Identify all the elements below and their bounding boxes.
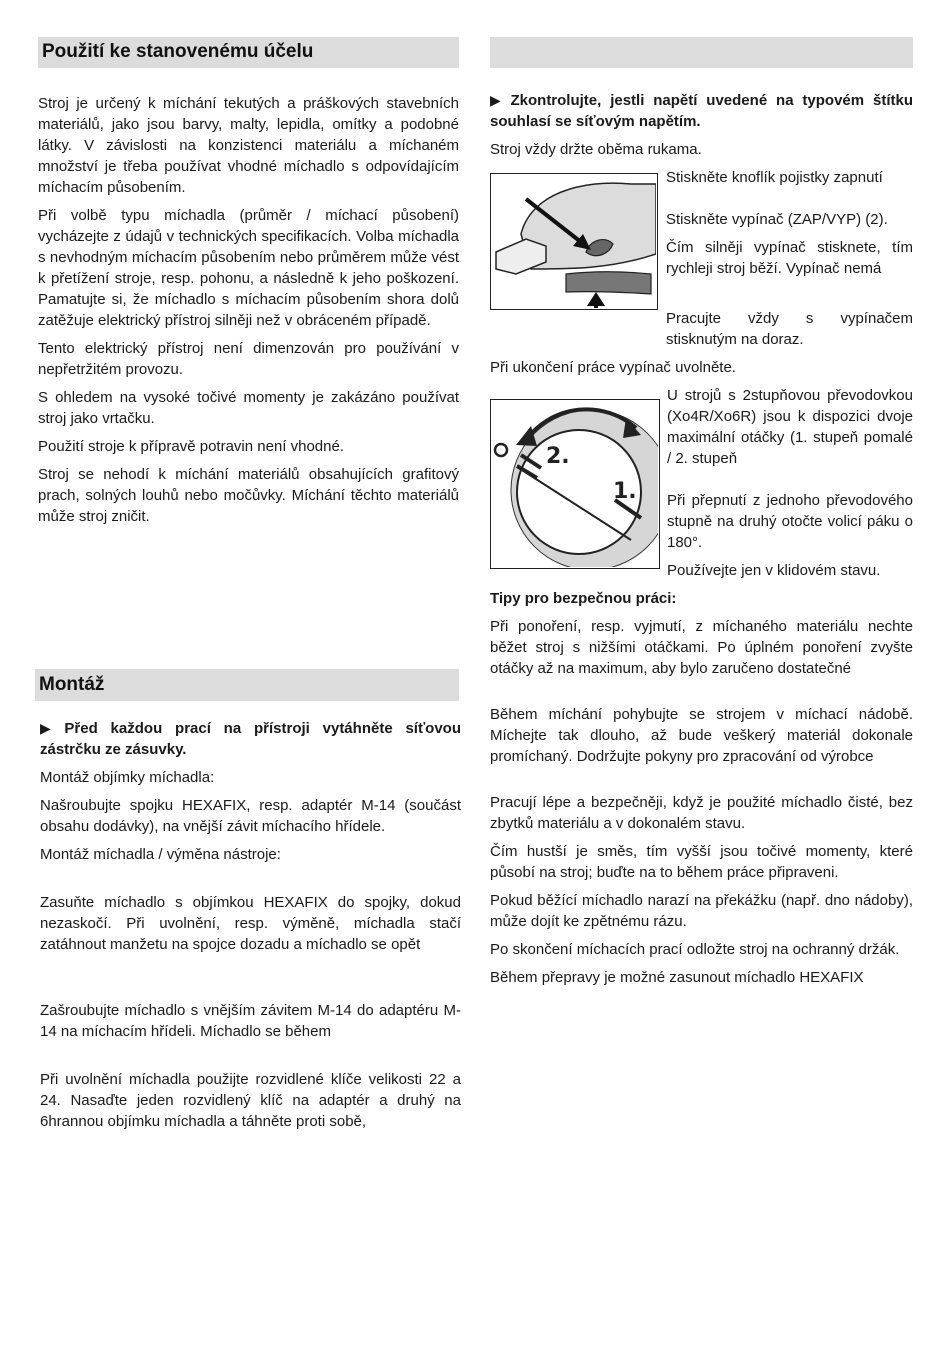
paragraph: Stroj je určený k míchání tekutých a práškových stavebních materiálů, jako jsou barvy, malty, lepidla, omítky a podobné látky. V závislosti na konzistenci materiálu a míchaném množství je třeba používat vhodné míchadlo s odpovídajícím míchacím působením.: [38, 95, 459, 196]
paragraph: Stiskněte vypínač (ZAP/VYP) (2).: [666, 211, 888, 228]
switch-illustration: [490, 173, 658, 310]
section-heading-blank: [490, 37, 913, 68]
gear-2-label: 2.: [546, 444, 570, 469]
section-heading-intended-use: Použití ke stanovenému účelu: [38, 37, 459, 68]
paragraph: Pokud běžící míchadlo narazí na překážku (např. dno nádoby), může dojít ke zpětnému rázu.: [490, 892, 913, 930]
paragraph: Při volbě typu míchadla (průměr / míchací působení) vycházejte z údajů v technických specifikacích. Volba míchadla s nevhodným míchacím působením nebo průměrem může vést k přetížení stroje, resp. pohonu, a následně k jeho poškození. Pamatujte si, že míchadlo s míchacím působením shora dolů zatěžuje elektrický přístroj silněji než v obráceném případě.: [38, 207, 459, 329]
paragraph: Čím hustší je směs, tím vyšší jsou točivé momenty, které působí na stroj; buďte na to během práce připraveni.: [490, 843, 913, 881]
paragraph: Stiskněte knoflík pojistky zapnutí: [666, 169, 883, 186]
paragraph: Při ukončení práce vypínač uvolněte.: [490, 359, 736, 376]
trigger-switch-icon: [491, 174, 656, 308]
tips-heading: Tipy pro bezpečnou práci:: [490, 590, 677, 607]
paragraph: Stroj se nehodí k míchání materiálů obsahujících grafitový prach, solných louhů nebo močůvky. Míchání těchto materiálů může stroj zničit.: [38, 466, 459, 525]
paragraph: Použití stroje k přípravě potravin není vhodné.: [38, 438, 345, 455]
paragraph: Čím silněji vypínač stisknete, tím rychleji stroj běží. Vypínač nemá: [666, 239, 913, 277]
warning-note: ▶ Před každou prací na přístroji vytáhněte síťovou zástrčku ze zásuvky.: [40, 720, 461, 758]
paragraph: Našroubujte spojku HEXAFIX, resp. adaptér M-14 (součást obsahu dodávky), na vnější závit míchacího hřídele.: [40, 797, 461, 835]
assembly-section: [35, 669, 459, 1139]
section-heading-assembly: Montáž: [35, 669, 459, 701]
paragraph: Při ponoření, resp. vyjmutí, z míchaného materiálu nechte běžet stroj s nižšími otáčkami. Po úplném ponoření zvyšte otáčky až na maximum, aby bylo zaručeno dostatečné: [490, 618, 913, 677]
gear-selector-illustration: [490, 399, 660, 569]
warning-note: ▶ Zkontrolujte, jestli napětí uvedené na typovém štítku souhlasí se síťovým napětím.: [490, 92, 913, 130]
gear-1-label: 1.: [613, 479, 637, 504]
paragraph: Tento elektrický přístroj není dimenzován pro používání v nepřetržitém provozu.: [38, 340, 459, 378]
paragraph: Během míchání pohybujte se strojem v míchací nádobě. Míchejte tak dlouho, až bude veškerý materiál dokonale promíchaný. Dodržujte pokyny pro zpracování od výrobce: [490, 706, 913, 765]
paragraph: U strojů s 2stupňovou převodovkou (Xo4R/Xo6R) jsou k dispozici dvoje maximální otáčky (1. stupeň pomalé / 2. stupeň: [667, 387, 913, 467]
paragraph: Používejte jen v klidovém stavu.: [667, 562, 881, 579]
paragraph: Při přepnutí z jednoho převodového stupně na druhý otočte volicí páku o 180°.: [667, 492, 913, 551]
gear-figure-row: [490, 385, 913, 581]
paragraph: Při uvolnění míchadla použijte rozvidlené klíče velikosti 22 a 24. Nasaďte jeden rozvidlený klíč na adaptér a druhý na 6hrannou objímku míchadla a táhněte proti sobě,: [40, 1071, 461, 1130]
triangle-right-icon: ▶: [40, 720, 60, 736]
paragraph: Zašroubujte míchadlo s vnějším závitem M-14 do adaptéru M-14 na míchacím hřídeli. Míchadlo se během: [40, 1002, 461, 1040]
paragraph: Během přepravy je možné zasunout míchadlo HEXAFIX: [490, 969, 864, 986]
triangle-right-icon: ▶: [490, 92, 506, 108]
paragraph: Pracujte vždy s vypínačem stisknutým na doraz.: [666, 310, 913, 348]
paragraph: Pracují lépe a bezpečněji, když je použité míchadlo čisté, bez zbytků materiálu a v dokonalém stavu.: [490, 794, 913, 832]
paragraph: S ohledem na vysoké točivé momenty je zakázáno používat stroj jako vrtačku.: [38, 389, 459, 427]
paragraph: Zasuňte míchadlo s objímkou HEXAFIX do spojky, dokud nezaskočí. Při uvolnění, resp. výměně, míchadla stačí zatáhnout manžetu na spojce dozadu a míchadlo se opět: [40, 894, 461, 953]
paragraph: Po skončení míchacích prací odložte stroj na ochranný držák.: [490, 941, 900, 958]
gear-selector-icon: [491, 400, 658, 567]
paragraph: Stroj vždy držte oběma rukama.: [490, 141, 702, 158]
right-column: [490, 37, 913, 995]
switch-figure-row: [490, 167, 913, 350]
left-column: [38, 37, 459, 534]
paragraph: Montáž objímky míchadla:: [40, 769, 215, 786]
paragraph: Montáž míchadla / výměna nástroje:: [40, 846, 281, 863]
